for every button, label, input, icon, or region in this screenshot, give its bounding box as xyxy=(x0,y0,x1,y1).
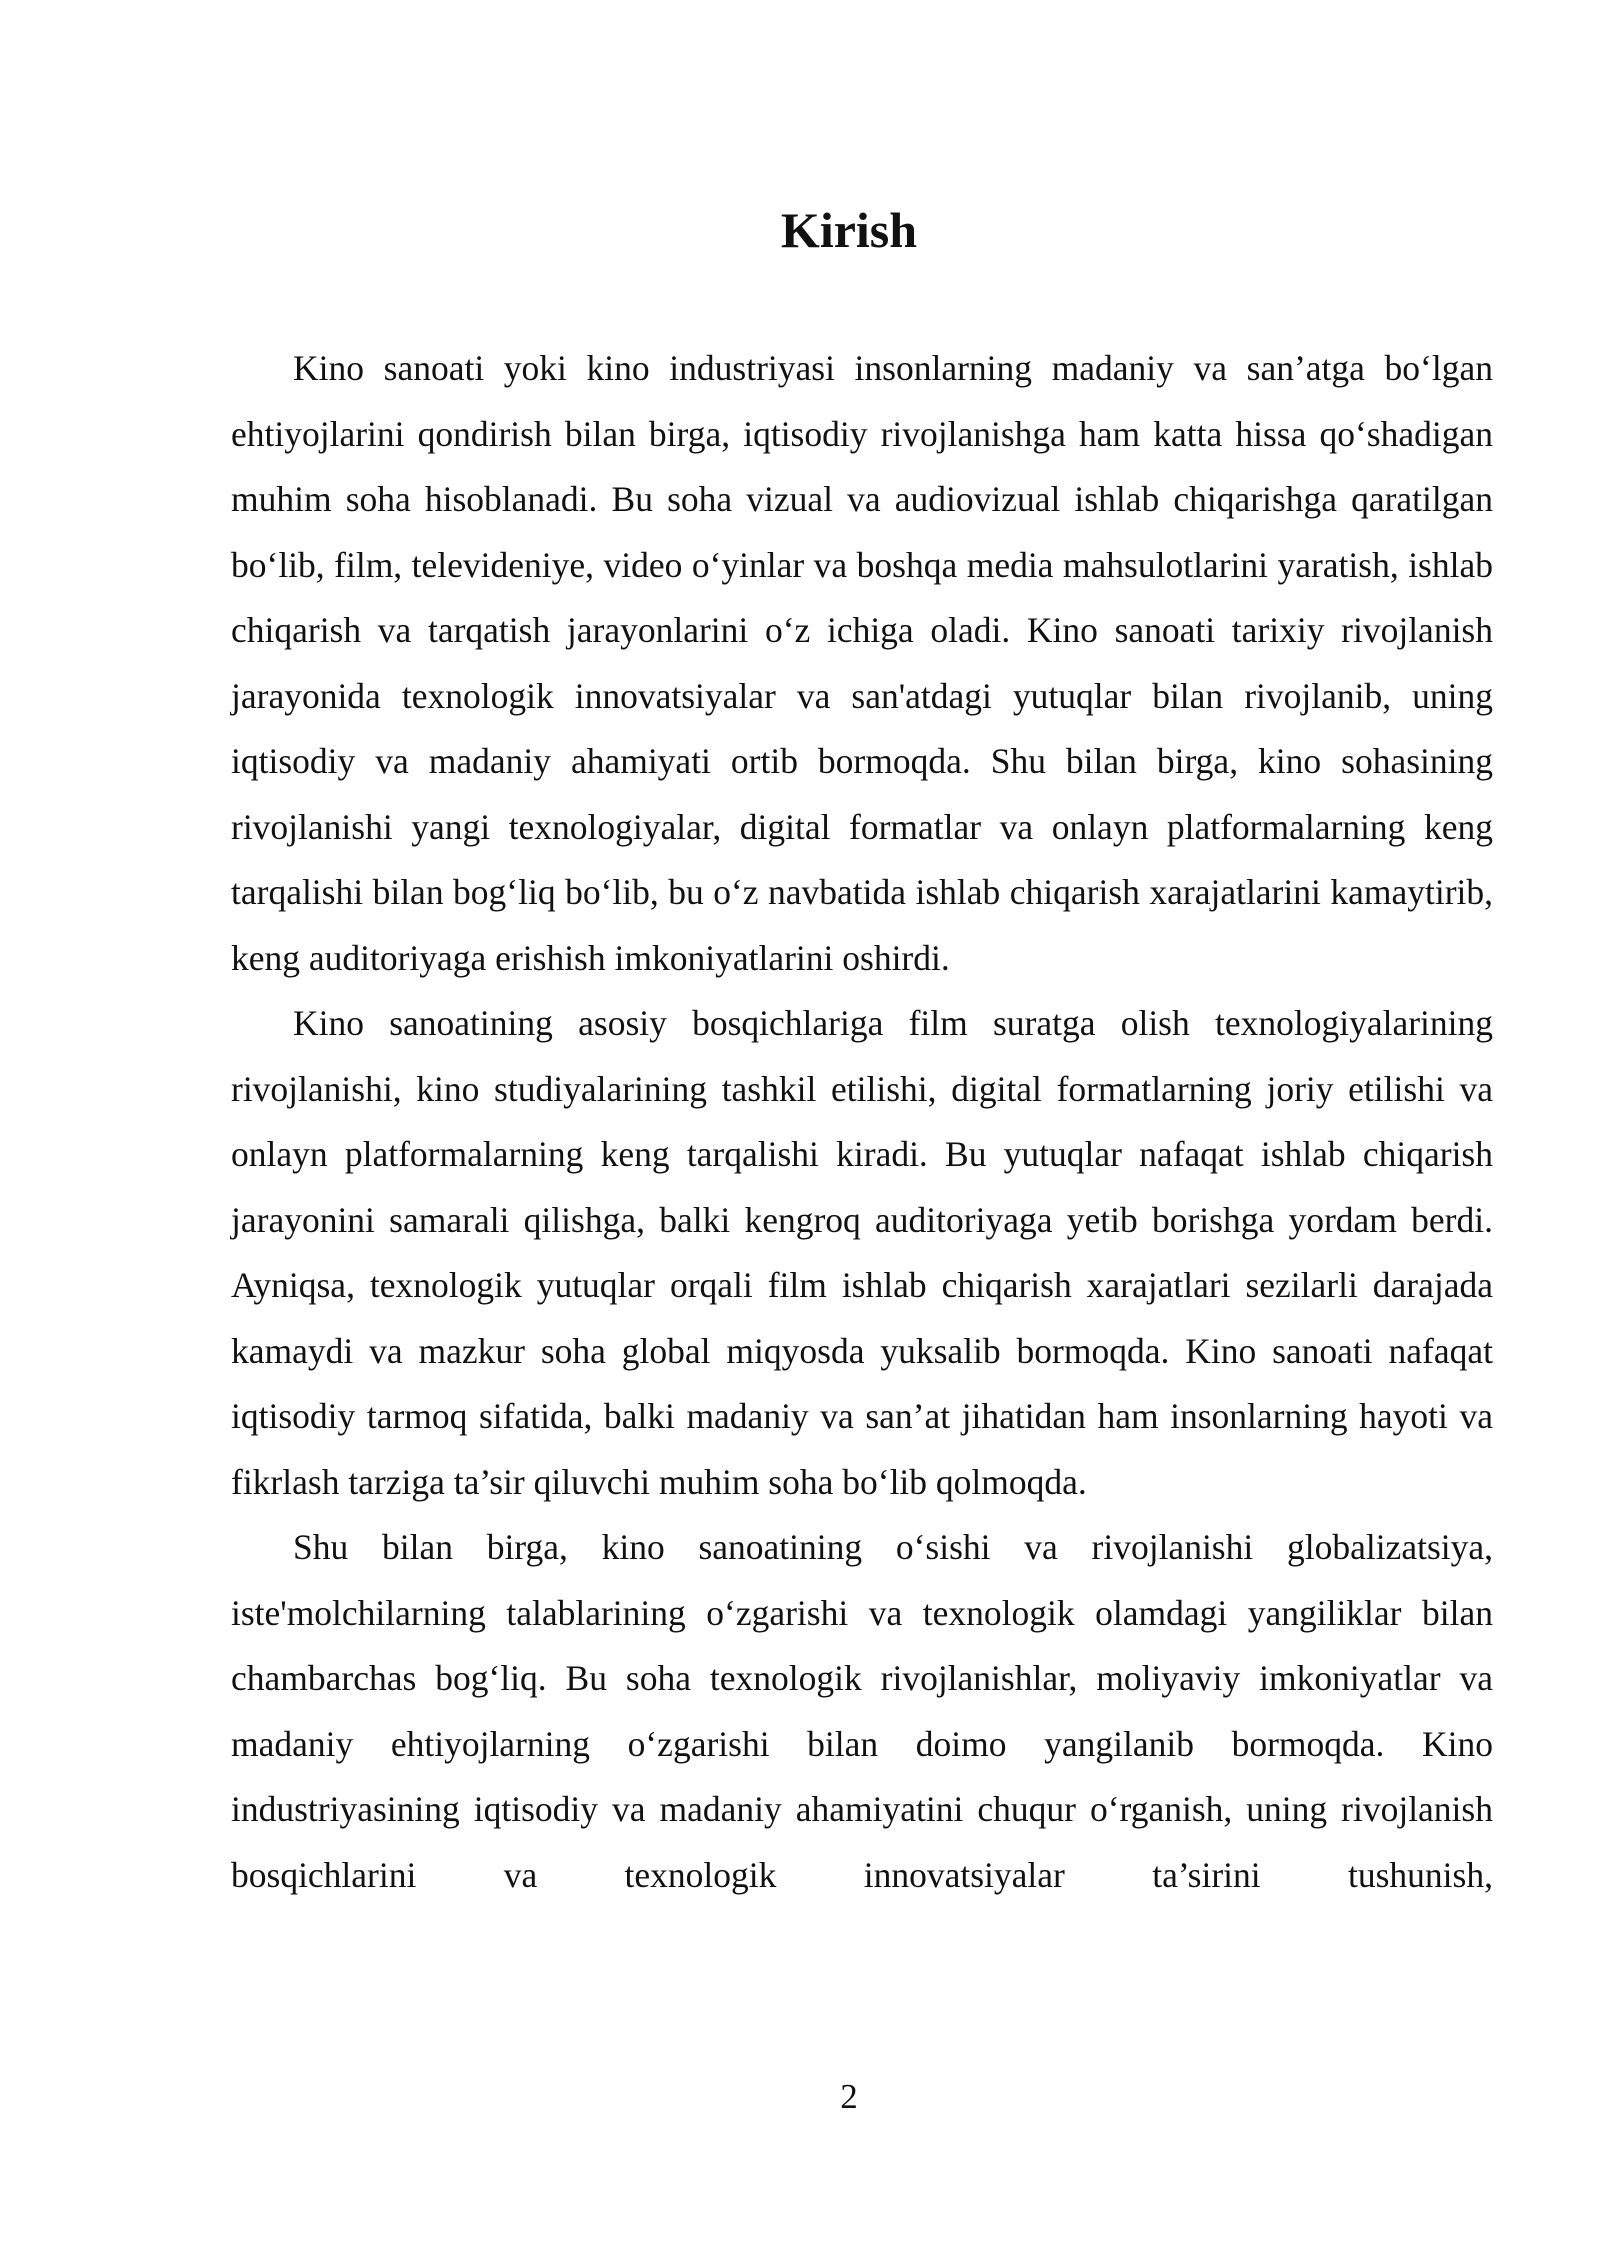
section-title: Kirish xyxy=(780,202,918,258)
body-text xyxy=(231,336,1493,1908)
page-number: 2 xyxy=(840,2077,858,2116)
paragraph-2: Kino sanoatining asosiy bosqichlariga film suratga olish texnologiyalarining rivojlanishi, kino studiyalarining tashkil etilishi, digital formatlarning joriy etilishi va onlayn platformalarning keng tarqalishi kiradi. Bu yutuqlar nafaqat ishlab chiqarish jarayonini samarali qilishga, balki kengroq auditoriyaga yetib borishga yordam berdi. Ayniqsa, texnologik yutuqlar orqali film ishlab chiqarish xarajatlari sezilarli darajada kamaydi va mazkur soha global miqyosda yuksalib bormoqda. Kino sanoati nafaqat iqtisodiy tarmoq sifatida, balki madaniy va san’at jihatidan ham insonlarning hayoti va fikrlash tarziga ta’sir qiluvchi muhim soha bo‘lib qolmoqda. xyxy=(231,1003,1493,1502)
paragraph-1: Kino sanoati yoki kino industriyasi insonlarning madaniy va san’atga bo‘lgan ehtiyojlarini qondirish bilan birga, iqtisodiy rivojlanishga ham katta hissa qo‘shadigan muhim soha hisoblanadi. Bu soha vizual va audiovizual ishlab chiqarishga qaratilgan bo‘lib, film, televideniye, video o‘yinlar va boshqa media mahsulotlarini yaratish, ishlab chiqarish va tarqatish jarayonlarini o‘z ichiga oladi. Kino sanoati tarixiy rivojlanish jarayonida texnologik innovatsiyalar va san'atdagi yutuqlar bilan rivojlanib, uning iqtisodiy va madaniy ahamiyati ortib bormoqda. Shu bilan birga, kino sohasining rivojlanishi yangi texnologiyalar, digital formatlar va onlayn platformalarning keng tarqalishi bilan bog‘liq bo‘lib, bu o‘z navbatida ishlab chiqarish xarajatlarini kamaytirib, keng auditoriyaga erishish imkoniyatlarini oshirdi. xyxy=(231,348,1493,978)
paragraph-3: Shu bilan birga, kino sanoatining o‘sishi va rivojlanishi globalizatsiya, iste'molchilarning talablarining o‘zgarishi va texnologik olamdagi yangiliklar bilan chambarchas bog‘liq. Bu soha texnologik rivojlanishlar, moliyaviy imkoniyatlar va madaniy ehtiyojlarning o‘zgarishi bilan doimo yangilanib bormoqda. Kino industriyasining iqtisodiy va madaniy ahamiyatini chuqur o‘rganish, uning rivojlanish bosqichlarini va texnologik innovatsiyalar ta’sirini tushunish, xyxy=(231,1527,1493,1895)
